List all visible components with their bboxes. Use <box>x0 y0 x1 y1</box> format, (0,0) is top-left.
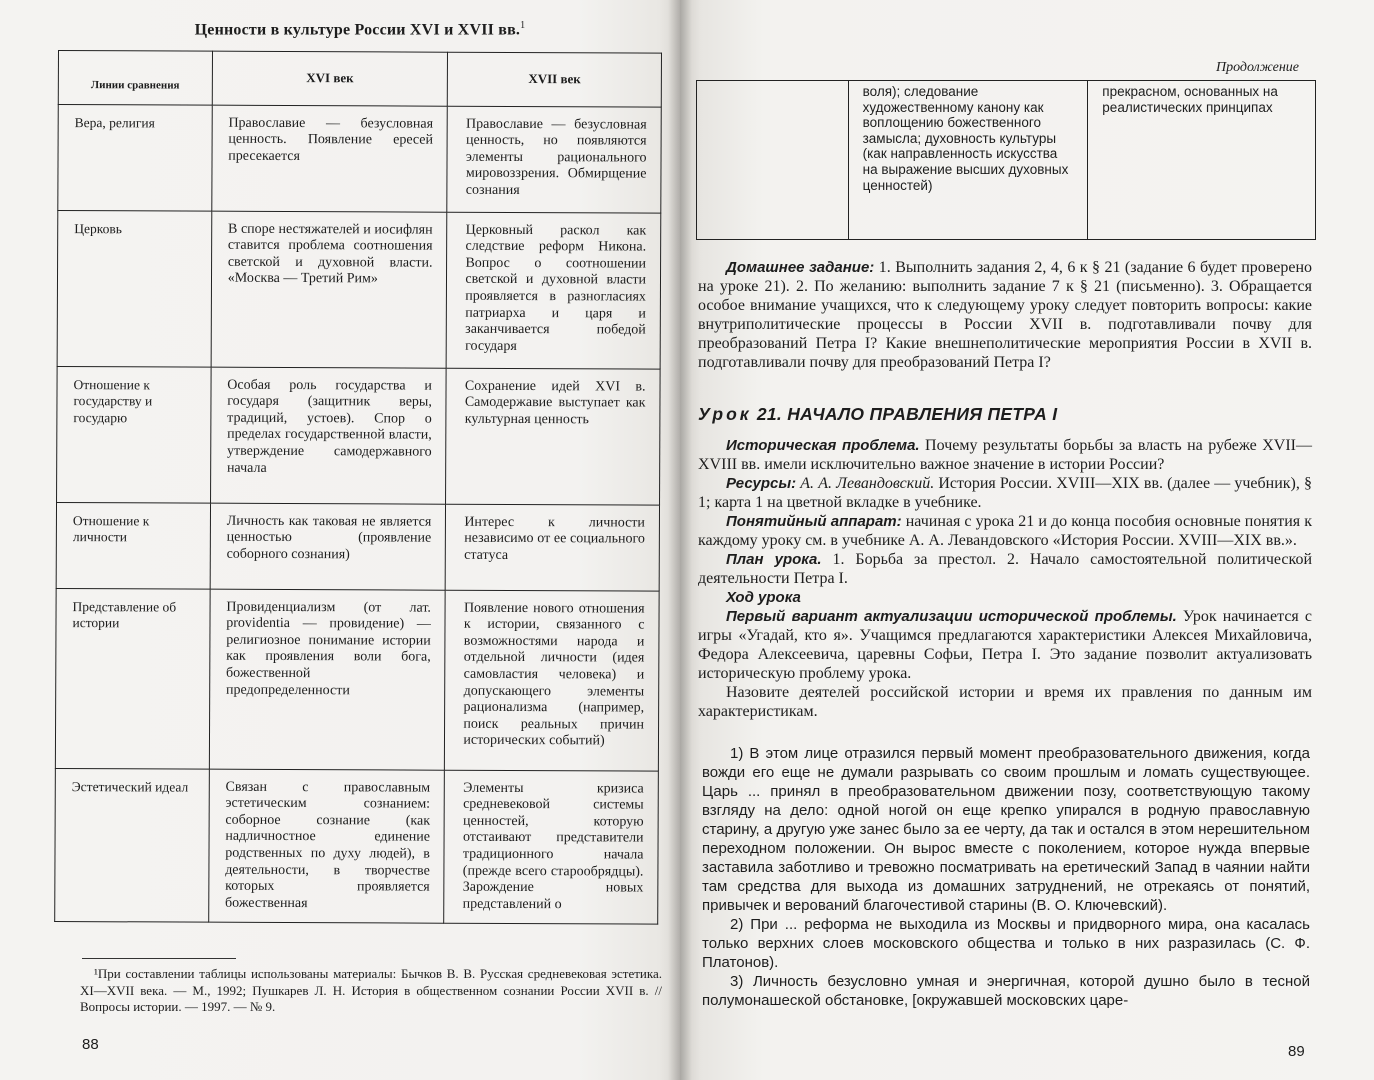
concepts-label: Понятийный аппарат: <box>726 513 902 530</box>
cell-xvii: Интерес к личности независимо от ее социального статуса <box>446 504 660 591</box>
table-row <box>697 81 1316 240</box>
variant-label: Первый вариант актуализации исторической проблемы. <box>726 608 1177 625</box>
cell-xvi: Особая роль государства и государя (защитник веры, традиций, устоев). Спор о пределах государственной власти, утверждение самодержавного начала <box>210 367 446 504</box>
table-title-text: Ценности в культуре России XVI и XVII вв. <box>194 21 521 39</box>
comparison-table <box>54 50 662 925</box>
cell-xvi: воля); следование художественному канону как воплощению божественного замысла; духовность культуры (как направленность искусства на выражение высших духовных ценностей) <box>848 81 1088 240</box>
cell-xvii: прекрасном, основанных на реалистических принципах <box>1088 81 1316 240</box>
header-comparison-lines: Линии сравнения <box>58 51 212 105</box>
variant-text: Урок начинается с игры «Угадай, кто я». Учащимся предлагаются характеристики Алексея Михайловича, Федора Алексеевича, царевны Софьи, Петра I. Это задание позволит актуализовать историческую проблему урока. <box>698 608 1312 682</box>
row-label: Представление об истории <box>55 588 210 769</box>
footnote: ¹При составлении таблицы использованы материалы: Бычков В. В. Русская средневековая эстетика. XI—XVII века. — М., 1992; Пушкарев Л. Н. История в общественном сознании России XVII в. // Вопросы истории. — 1997. — № 9. <box>80 966 662 1014</box>
plan-text: 1. Борьба за престол. 2. Начало самостоятельной политической деятельности Петра I. <box>698 551 1313 587</box>
table-header-row <box>58 51 661 107</box>
homework-text: 1. Выполнить задания 2, 4, 6 к § 21 (задание 6 будет проверено на уроке 21). 2. По желанию: выполнить задание 7 к § 21 (письменно). 3. Обращается особое внимание учащихся, что к следующему уроку следует повторить вопросы: какие внутриполитические процессы в России XVII в. подготавливали почву для преобразований Петра I? Какие внешнеполитические мероприятия России в XVII в. подготавливали почву для преобразований Петра I? <box>698 259 1313 371</box>
progress-label: Ход урока <box>726 589 801 606</box>
resources-label: Ресурсы: <box>726 475 797 492</box>
table-row <box>57 366 661 505</box>
homework-label: Домашнее задание: <box>726 259 875 276</box>
problem-text: Почему результаты борьбы за власть на рубеже XVII—XVIII вв. имели исключительно важное значение в истории России? <box>698 437 1312 473</box>
table-row <box>57 210 661 369</box>
quotes-block <box>702 744 1310 1010</box>
problem-label: Историческая проблема. <box>726 437 920 454</box>
table-row <box>55 588 659 771</box>
lesson-heading <box>698 404 1312 425</box>
task-paragraph: Назовите деятелей российской истории и время их правления по данным им характеристикам. <box>698 684 1312 720</box>
cell-xvii: Церковный раскол как следствие реформ Никона. Вопрос о соотношении светской и духовной власти проявляется в разногласиях патриарха и царя и заканчивается победой государя <box>447 212 661 369</box>
problem-paragraph <box>698 436 1312 474</box>
footnote-mark: 1 <box>520 20 526 31</box>
cell-xvii: Элементы кризиса средневековой системы ценностей, которую отстаивают представители традиционного начала (прежде всего старообрядцы). Зарождение новых представлений о <box>444 770 658 925</box>
concepts-paragraph <box>698 512 1312 550</box>
header-xvii-century: XVII век <box>448 52 662 107</box>
table-row <box>56 502 659 591</box>
cell-xvii: Сохранение идей XVI в. Самодержавие выступает как культурная ценность <box>446 368 660 505</box>
cell-xvi: Личность как таковая не является ценностью (проявление соборного сознания) <box>210 503 446 590</box>
lesson-title: 21. НАЧАЛО ПРАВЛЕНИЯ ПЕТРА I <box>756 404 1058 424</box>
quote-1: 1) В этом лице отразился первый момент преобразовательного движения, когда вожди его еще не думали разрывать со своим прошлым и ломать существующее. Царь ... принял в преобразовательном движении позу, соответствующую такому взгляду на дело: одной ногой он еще крепко упирался в родную православную старину, а другую уже занес было за ее черту, да так и остался в этом нерешительном переходном положении. Он вырос вместе с поколением, которое нужда впервые заставила заботливо и тревожно посматривать на еретический Запад в чаянии найти там средства для выхода из домашних затруднений, не отрекаясь от понятий, привычек и верований благочестивой старины (В. О. Ключевский). <box>702 745 1310 914</box>
quote-3: 3) Личность безусловно умная и энергичная, которой душно было в тесной полумонашеской обстановке, [окружавшей московских царе- <box>702 973 1310 1009</box>
lesson-word: Урок <box>698 404 752 424</box>
quote-2: 2) При ... реформа не выходила из Москвы и придворного мира, она касалась только верхних слоев московского общества и только в них разразилась (С. Ф. Платонов). <box>702 916 1310 971</box>
footnote-divider <box>82 958 236 959</box>
table-title <box>60 20 660 39</box>
book-gutter <box>668 0 692 1080</box>
table-row <box>55 768 659 924</box>
row-label: Церковь <box>57 210 211 367</box>
page-number-left: 88 <box>82 1036 99 1053</box>
continued-table <box>696 80 1316 240</box>
table-row <box>58 104 661 213</box>
row-label: Эстетический идеал <box>55 768 209 922</box>
plan-paragraph <box>698 550 1312 588</box>
row-label: Отношение к личности <box>56 502 210 589</box>
cell-xvi: Связан с православным эстетическим сознанием: соборное сознание (как надличностное единение родственных по духу людей), в деятельности, в творчестве которых проявляется божественная <box>208 769 444 924</box>
concepts-text: начиная с урока 21 и до конца пособия основные понятия к каждому уроку см. в учебнике А. А. Левандовского «История России. XVIII—XIX вв.». <box>698 513 1312 549</box>
right-page <box>680 0 1374 1080</box>
left-page <box>0 0 680 1080</box>
row-label: Отношение к государству и государю <box>57 366 211 503</box>
row-label: Вера, религия <box>58 104 212 211</box>
cell-xvi: Православие — безусловная ценность. Появление ересей пресекается <box>212 105 448 212</box>
page-number-right: 89 <box>1288 1043 1305 1060</box>
cell-xvi: Провиденциализм (от лат. providentia — провидение) — религиозное понимание истории как проявления воли бога, божественной предопределенности <box>209 589 445 770</box>
variant-paragraph <box>698 607 1312 683</box>
lesson-intro <box>698 436 1312 721</box>
resources-text: История России. XVIII—XIX вв. (далее — учебник), § 1; карта 1 на цветной вкладке в учебнике. <box>698 475 1312 511</box>
cell-xvi: В споре нестяжателей и иосифлян ставится проблема соотношения светской и духовной власти. «Москва — Третий Рим» <box>211 211 447 368</box>
plan-label: План урока. <box>726 551 822 568</box>
header-xvi-century: XVI век <box>212 51 448 106</box>
cell-xvii: Православие — безусловная ценность, но появляются элементы рационального мировоззрения. Обмирщение сознания <box>447 106 661 213</box>
resources-author: А. А. Левандовский. <box>796 475 935 492</box>
row-label <box>697 81 849 240</box>
continuation-label: Продолжение <box>1216 60 1299 75</box>
resources-paragraph <box>698 474 1312 512</box>
cell-xvii: Появление нового отношения к истории, связанного с возможностями народа и отдельной личности (идея самовластия человека) и допускающего элементы рационализма (например, поиск реальных причин исторических событий) <box>445 590 659 771</box>
progress-paragraph <box>698 588 1312 607</box>
homework-paragraph <box>698 258 1312 372</box>
